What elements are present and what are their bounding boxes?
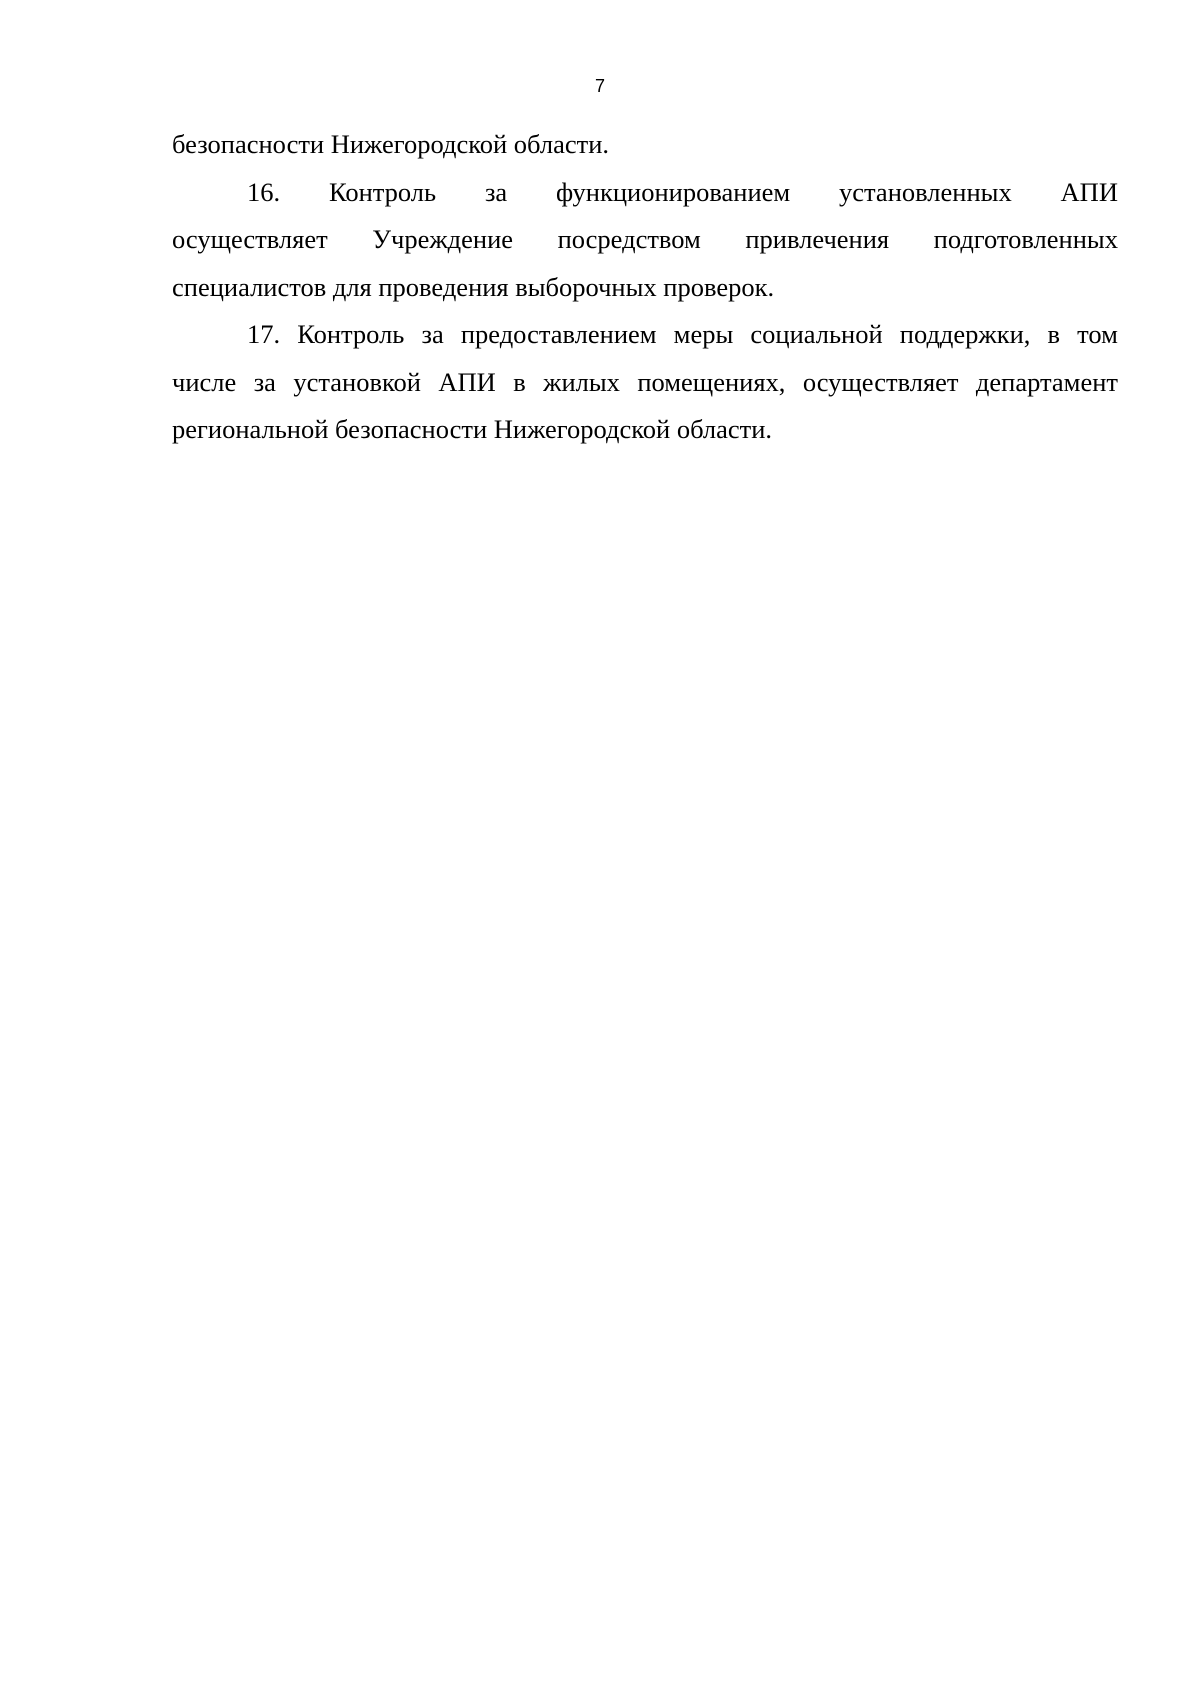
paragraph-16-number: 16. (247, 176, 281, 207)
word: установленных (839, 176, 1012, 207)
word: Учреждение (372, 224, 514, 254)
paragraph-16-line-2 (172, 216, 1118, 264)
continuation-paragraph (172, 121, 1118, 169)
paragraph-17-line-1 (172, 311, 1118, 359)
word: в (1047, 319, 1061, 349)
document-body (172, 121, 1118, 454)
word: за (253, 366, 276, 397)
word: осуществляет (802, 366, 959, 397)
word: Контроль (328, 176, 437, 207)
word: департамент (975, 366, 1118, 397)
paragraph-16-line-1 (172, 169, 1118, 217)
word: посредством (557, 224, 701, 254)
word: социальной (750, 319, 883, 349)
word: числе (172, 366, 237, 397)
word: меры (673, 319, 734, 349)
word: Контроль (297, 319, 405, 349)
word: предоставлением (460, 319, 657, 349)
paragraph-16 (172, 169, 1118, 312)
word: поддержки, (899, 319, 1031, 349)
paragraph-17-line-3: региональной безопасности Нижегородской области. (172, 414, 773, 444)
continuation-line: безопасности Нижегородской области. (172, 129, 610, 159)
word: за (421, 319, 444, 349)
word: осуществляет (172, 224, 328, 254)
word: за (484, 176, 508, 207)
paragraph-16-line-3: специалистов для проведения выборочных проверок. (172, 271, 775, 302)
word: привлечения (745, 224, 890, 254)
page-number: 7 (594, 76, 605, 96)
paragraph-17-number: 17. (247, 319, 281, 349)
paragraph-17 (172, 311, 1118, 454)
paragraph-17-line-2 (172, 359, 1118, 407)
word: установкой (293, 366, 421, 397)
word: подготовленных (933, 224, 1118, 254)
word: жилых (543, 366, 620, 397)
word: АПИ (438, 366, 496, 397)
word: функционированием (556, 176, 791, 207)
word: АПИ (1060, 176, 1118, 207)
word: том (1077, 319, 1118, 349)
word: в (513, 366, 526, 397)
word: помещениях, (637, 366, 786, 397)
